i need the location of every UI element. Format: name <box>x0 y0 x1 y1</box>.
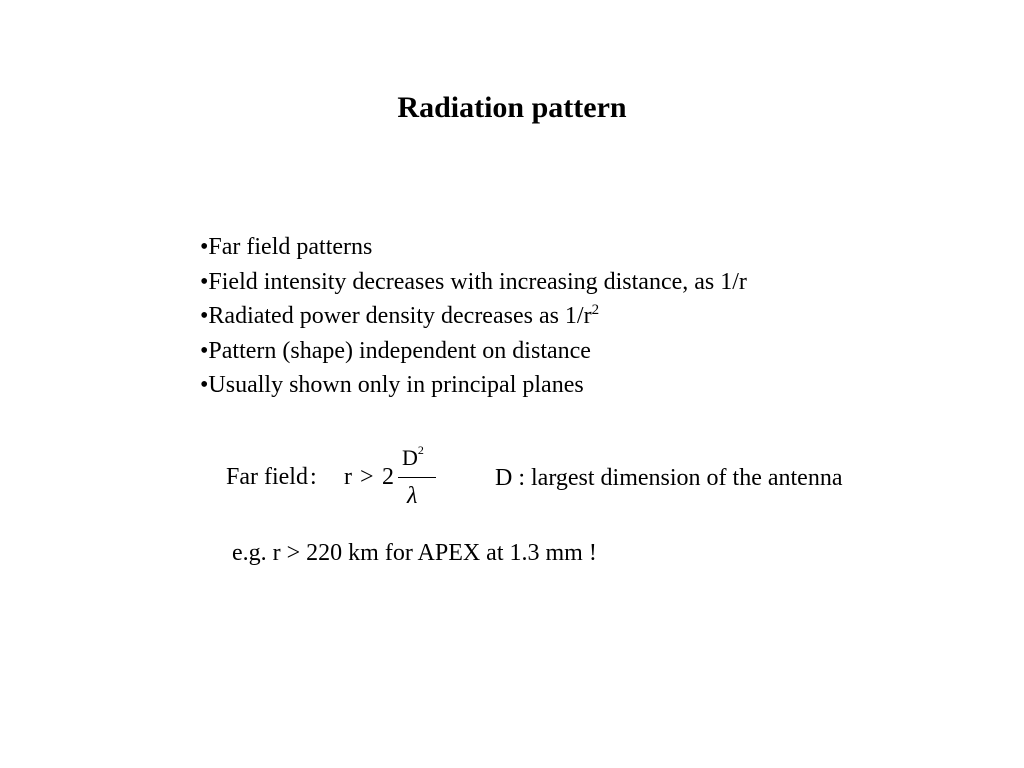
formula-colon: : <box>309 464 317 490</box>
bullet-text: •Radiated power density decreases as 1/r <box>200 303 592 329</box>
bullet-item <box>200 230 747 265</box>
bullet-superscript: 2 <box>591 302 600 318</box>
numerator-exponent: 2 <box>417 443 424 458</box>
bullet-list <box>200 230 747 403</box>
fraction-bar <box>398 477 436 478</box>
formula-label <box>226 462 317 492</box>
bullet-item <box>200 265 747 300</box>
antenna-dimension-note: D : largest dimension of the antenna <box>495 465 843 491</box>
bullet-item <box>200 368 747 403</box>
numerator-symbol: D <box>402 445 418 470</box>
fraction-denominator: λ <box>407 483 418 509</box>
bullet-text: •Usually shown only in principal planes <box>200 372 584 398</box>
bullet-text: •Far field patterns <box>200 234 373 260</box>
slide-title: Radiation pattern <box>397 91 627 124</box>
bullet-item <box>200 299 747 334</box>
example-line: e.g. r > 220 km for APEX at 1.3 mm ! <box>232 540 597 566</box>
bullet-item <box>200 334 747 369</box>
formula-relation: > <box>360 464 374 490</box>
bullet-text: •Pattern (shape) independent on distance <box>200 337 591 364</box>
bullet-text: •Field intensity decreases with increasing distance, as 1/r <box>200 268 747 295</box>
formula-label-text: Far field <box>226 464 308 490</box>
fraction-numerator <box>402 444 424 472</box>
formula-coefficient: 2 <box>382 464 394 490</box>
formula-variable: r <box>344 464 352 490</box>
